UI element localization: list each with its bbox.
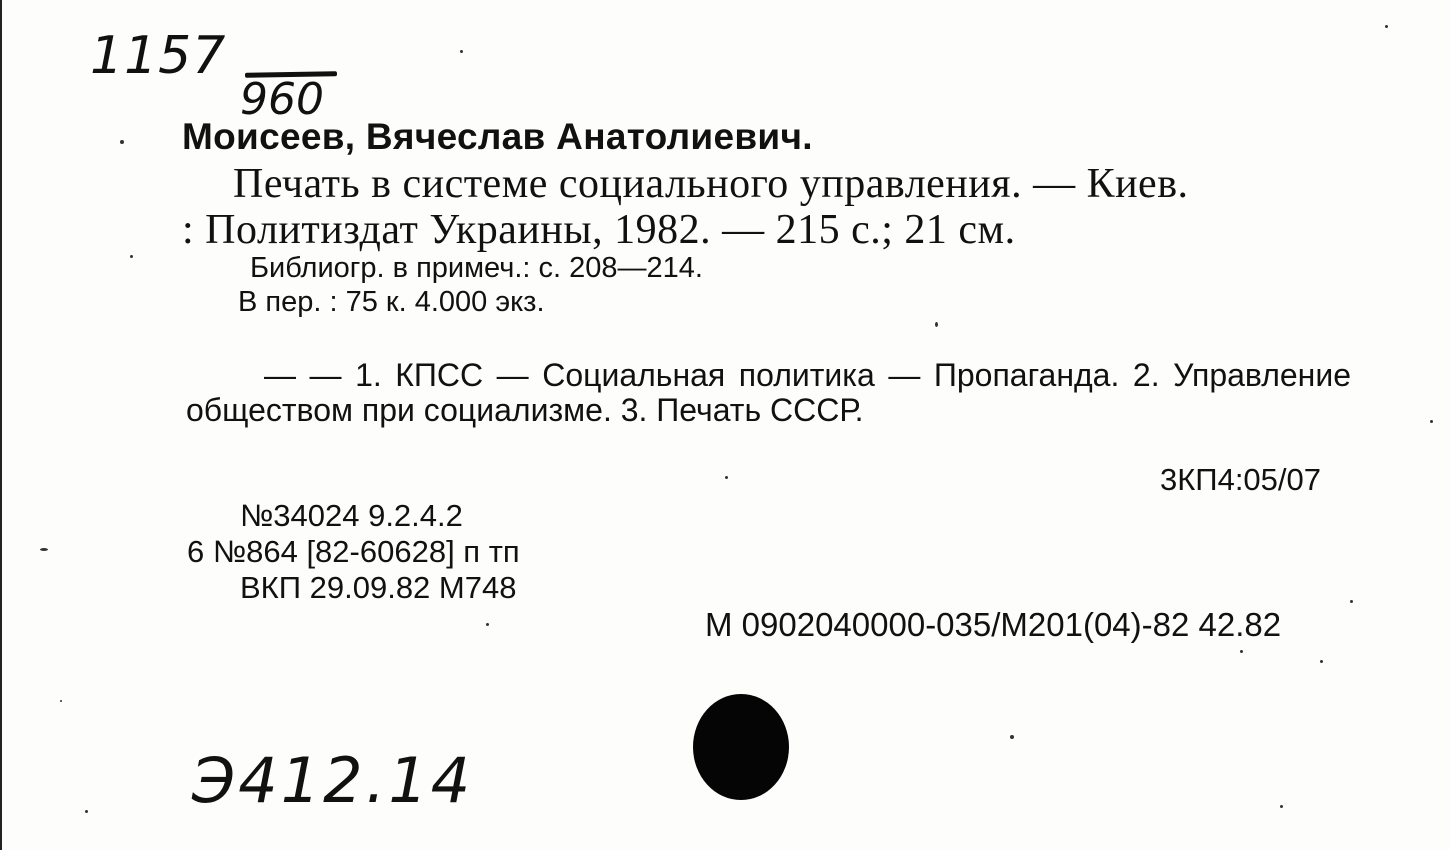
speck	[1240, 650, 1243, 653]
author-heading: Моисеев, Вячеслав Анатолиевич.	[182, 116, 813, 157]
speck	[1010, 735, 1014, 739]
call-number-top: 1157	[90, 26, 227, 86]
card-left-edge	[0, 0, 2, 850]
speck	[1385, 25, 1388, 28]
title-line-1: Печать в системе социального управления. — Киев.	[233, 161, 1189, 207]
price-note: В пер. : 75 к. 4.000 экз.	[238, 286, 545, 318]
print-line-3: ВКП 29.09.82 М748	[240, 570, 517, 605]
speck	[1350, 600, 1353, 603]
punch-hole	[693, 694, 789, 800]
call-number-bottom: 960	[240, 74, 324, 125]
speck	[85, 810, 88, 813]
classification-code: 3КП4:05/07	[1160, 462, 1322, 497]
speck	[130, 255, 133, 258]
subject-headings: — — 1. КПСС — Социальная политика — Пропаганда. 2. Управление обществом при социализме. 3. Печать СССР.	[186, 357, 1351, 428]
speck	[486, 623, 489, 626]
speck	[60, 700, 62, 702]
speck	[1430, 420, 1433, 423]
speck	[1320, 660, 1323, 663]
print-line-1: №34024 9.2.4.2	[240, 498, 463, 533]
speck	[935, 322, 938, 327]
speck	[120, 140, 124, 144]
publication-code: М 0902040000-035/М201(04)-82 42.82	[705, 606, 1282, 643]
print-line-2: 6 №864 [82-60628] п тп	[187, 534, 520, 569]
speck	[460, 50, 463, 53]
handwritten-number: Э412.14	[192, 744, 474, 817]
title-line-2: : Политиздат Украины, 1982. — 215 с.; 21 см.	[182, 207, 1016, 253]
speck	[725, 476, 728, 479]
speck	[40, 548, 48, 551]
speck	[1280, 805, 1283, 808]
bibliography-note: Библиогр. в примеч.: с. 208—214.	[250, 252, 703, 284]
